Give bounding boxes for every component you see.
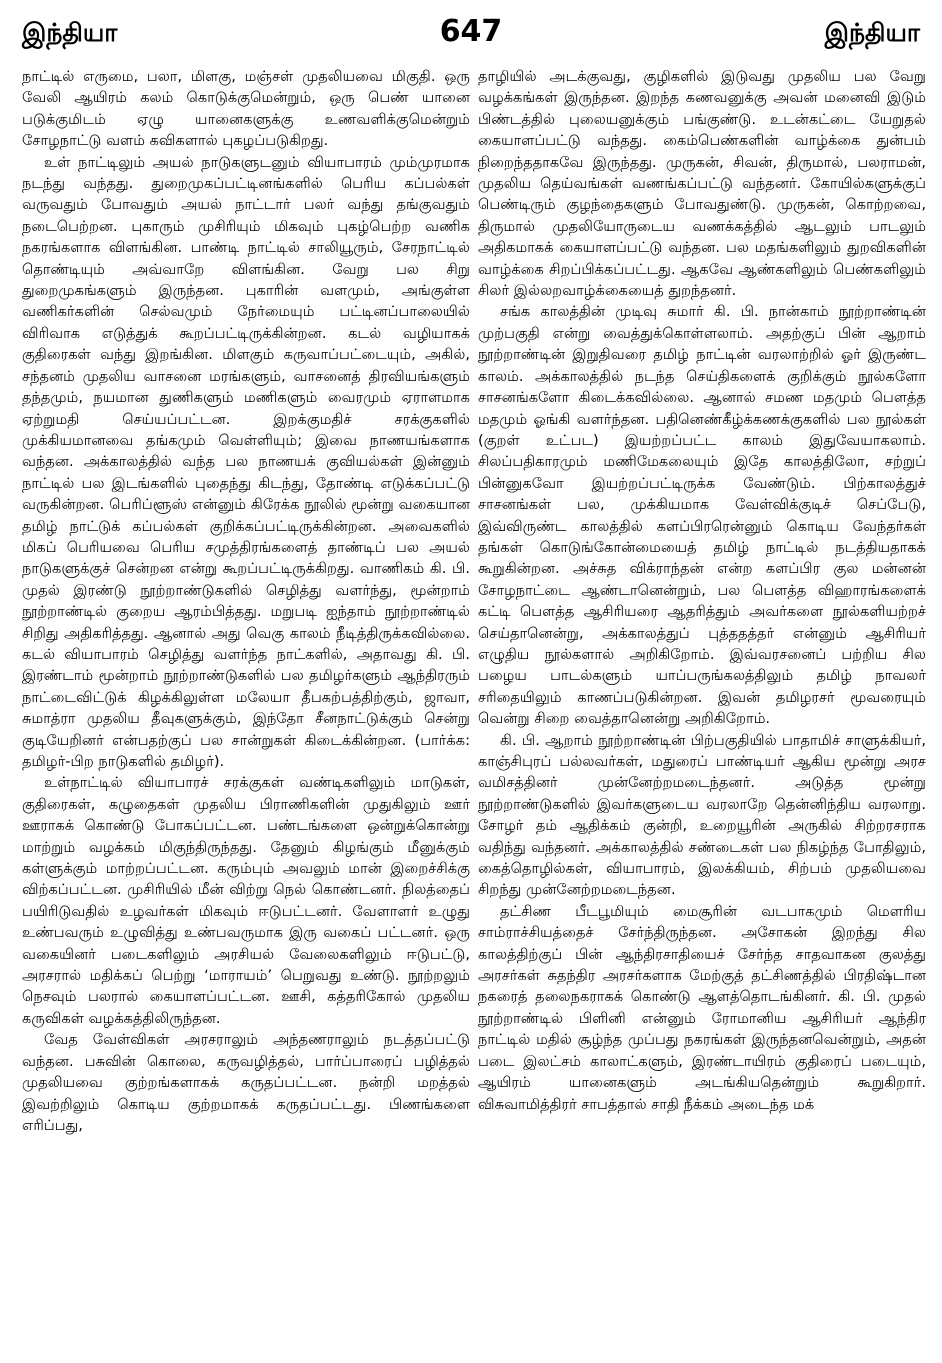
paragraph: நாட்டில் எருமை, பலா, மிளகு, மஞ்சள் முதலியவை மிகுதி. ஒரு வேலி ஆயிரம் கலம் கொடுக்குமென்றும், ஒரு பெண் யானை படுக்குமிடம் ஏழு யானைகளுக்கு உணவளிக்குமென்றும் சோழநாட்டு வளம் கவிகளால் புகழப்படுகிறது. (22, 68, 470, 150)
text-columns (22, 66, 926, 1355)
running-title-left: இந்தியா (22, 18, 118, 47)
running-title-right: இந்தியா (824, 18, 920, 47)
paragraph: சங்க காலத்தின் முடிவு சுமார் கி. பி. நான்காம் நூற்றாண்டின் முற்பகுதி என்று வைத்துக்கொள்ளலாம். அதற்குப் பின் ஆறாம் நூற்றாண்டின் இறுதிவரை தமிழ் நாட்டின் வரலாற்றில் ஓர் இருண்ட காலம். அக்காலத்தில் நடந்த செய்திகளைக் குறிக்கும் நூல்களோ சாசனங்களோ கிடைக்கவில்லை. ஆனால் சமண மதமும் பௌத்த மதமும் ஓங்கி வளர்ந்தன. பதினெண்கீழ்க்கணக்குகளில் பல நூல்கள் (குறள் உட்பட) இயற்றப்பட்ட காலம் இதுவேயாகலாம். சிலப்பதிகாரமும் மணிமேகலையும் இதே காலத்திலோ, சற்றுப் பின்னுகவோ இயற்றப்பட்டிருக்க வேண்டும். பிற்காலத்துச் சாசனங்கள் பல, முக்கியமாக வேள்விக்குடிச் செப்பேடு, இவ்விருண்ட காலத்தில் களப்பிரரென்னும் கொடிய வேந்தர்கள் தங்கள் கொடுங்கோன்மையைத் தமிழ் நாட்டில் நடத்தியதாகக் கூறுகின்றன. அச்சுத விக்ராந்தன் என்ற களப்பிர குல மன்னன் சோழநாட்டை ஆண்டானென்றும், பல பௌத்த விஹாரங்களைக் கட்டி பௌத்த ஆசிரியரை ஆதரித்தும் அவர்களை நூல்களியற்றச் செய்தானென்று, அக்காலத்துப் புத்ததத்தர் என்னும் ஆசிரியர் எழுதிய நூல்களால் அறிகிறோம். இவ்வரசனைப் பற்றிய சில பழைய பாடல்களும் யாப்பருங்கலத்திலும் தமிழ் நாவலர் சரிதையிலும் காணப்படுகின்றன. இவன் தமிழரசர் மூவரையும் வென்று சிறை வைத்தானென்று அறிகிறோம். (478, 303, 926, 728)
right-column (478, 66, 926, 1355)
paragraph: வேத வேள்விகள் அரசராலும் அந்தணராலும் நடத்தப்பட்டு வந்தன. பசுவின் கொலை, கருவழித்தல், பார்ப்பாரைப் பழித்தல் முதலியவை குற்றங்களாகக் கருதப்பட்டன. நன்றி மறத்தல் இவற்றிலும் கொடிய குற்றமாகக் கருதப்பட்டது. பிணங்களை எரிப்பது, (22, 1031, 470, 1134)
paragraph: உள் நாட்டிலும் அயல் நாடுகளுடனும் வியாபாரம் மும்முரமாக நடந்து வந்தது. துறைமுகப்பட்டினங்களில் பெரிய கப்பல்கள் வருவதும் போவதும் அயல் நாட்டார் பலர் வந்து தங்குவதும் நடைபெற்றன. புகாரும் முசிரியும் மிகவும் புகழ்பெற்ற வணிக நகரங்களாக விளங்கின. பாண்டி நாட்டில் சாலியூரும், சேரநாட்டில் தொண்டியும் அவ்வாறே விளங்கின. வேறு பல சிறு துறைமுகங்களும் இருந்தன. புகாரின் வளமும், அங்குள்ள வணிகர்களின் செல்வமும் நேர்மையும் பட்டினப்பாலையில் விரிவாக எடுத்துக் கூறப்பட்டிருக்கின்றன. கடல் வழியாகக் குதிரைகள் வந்து இறங்கின. மிளகும் கருவாப்பட்டையும், அகில், சந்தனம் முதலிய வாசனை மரங்களும், வாசனைத் திரவியங்களும் தந்தமும், நயமான துணிகளும் மணிகளும் வைரமும் ஏராளமாக ஏற்றுமதி செய்யப்பட்டன. இறக்குமதிச் சரக்குகளில் முக்கியமானவை தங்கமும் வெள்ளியும்; இவை நாணயங்களாக வந்தன. அக்காலத்தில் வந்த பல நாணயக் குவியல்கள் இன்னும் நாட்டில் பல இடங்களில் புதைந்து கிடந்து, தோண்டி எடுக்கப்பட்டு வருகின்றன. பெரிப்ளூஸ் என்னும் கிரேக்க நூலில் மூன்று வகையான தமிழ் நாட்டுக் கப்பல்கள் குறிக்கப்பட்டிருக்கின்றன. அவைகளில் மிகப் பெரியவை பெரிய சமுத்திரங்களைத் தாண்டிப் பல அயல் நாடுகளுக்குச் சென்றன என்று கூறப்பட்டிருக்கிறது. வாணிகம் கி. பி. முதல் இரண்டு நூற்றாண்டுகளில் செழித்து வளர்ந்து, மூன்றாம் நூற்றாண்டில் குறைய ஆரம்பித்தது. மறுபடி ஐந்தாம் நூற்றாண்டில் சிறிது அதிகரித்தது. ஆனால் அது வெகு காலம் நீடித்திருக்கவில்லை. கடல் வியாபாரம் செழித்து வளர்ந்த நாட்களில், அதாவது கி. பி. இரண்டாம் மூன்றாம் நூற்றாண்டுகளில் பல தமிழர்களும் ஆந்திரரும் நாட்டைவிட்டுக் கிழக்கிலுள்ள மலேயா தீபகற்பத்திற்கும், ஜாவா, சுமாத்ரா முதலிய தீவுகளுக்கும், இந்தோ சீனநாட்டுக்கும் சென்று குடியேறினர் என்பதற்குப் பல சான்றுகள் கிடைக்கின்றன. (பார்க்க: தமிழர்-பிற நாடுகளில் தமிழர்). (22, 153, 470, 770)
paragraph: தட்சிண பீடபூமியும் மைசூரின் வடபாகமும் மௌரிய சாம்ராச்சியத்தைச் சேர்ந்திருந்தன. அசோகன் இறந்து சில காலத்திற்குப் பின் ஆந்திரசாதியைச் சேர்ந்த சாதவாகன குலத்து அரசர்கள் சுதந்திர அரசர்களாக மேற்குத் தட்சிணத்தில் பிரதிஷ்டான நகரைத் தலைநகராகக் கொண்டு ஆளத்தொடங்கினர். கி. பி. முதல் நூற்றாண்டில் பிளினி என்னும் ரோமானிய ஆசிரியர் ஆந்திர நாட்டில் மதில் சூழ்ந்த முப்பது நகரங்கள் இருந்தனவென்றும், அதன் படை இலட்சம் காலாட்களும், இரண்டாயிரம் குதிரைப் படையும், ஆயிரம் யானைகளும் அடங்கியதென்றும் கூறுகிறார். விசுவாமித்திரர் சாபத்தால் சாதி நீக்கம் அடைந்த மக் (478, 902, 926, 1113)
left-column (22, 66, 470, 1355)
paragraph: கி. பி. ஆறாம் நூற்றாண்டின் பிற்பகுதியில் பாதாமிச் சாளுக்கியர், காஞ்சிபுரப் பல்லவர்கள், மதுரைப் பாண்டியர் ஆகிய மூன்று அரச வமிசத்தினர் முன்னேற்றமடைந்தனர். அடுத்த மூன்று நூற்றாண்டுகளில் இவர்களுடைய வரலாறே தென்னிந்திய வரலாறு. சோழர் தம் ஆதிக்கம் குன்றி, உறையூரின் அருகில் சிற்றரசராக வதிந்து வந்தனர். அக்காலத்தில் சண்டைகள் பல நிகழ்ந்த போதிலும், கைத்தொழில்கள், வியாபாரம், இலக்கியம், சிற்பம் முதலியவை சிறந்து முன்னேற்றமடைந்தன. (478, 731, 926, 899)
page-number: 647 (439, 14, 503, 49)
paragraph: உள்நாட்டில் வியாபாரச் சரக்குகள் வண்டிகளிலும் மாடுகள், குதிரைகள், கழுதைகள் முதலிய பிராணிகளின் முதுகிலும் ஊர் ஊராகக் கொண்டு போகப்பட்டன. பண்டங்களை ஒன்றுக்கொன்று மாற்றும் வழக்கம் மிகுந்திருந்தது. தேனும் கிழங்கும் மீனுக்கும் கள்ளுக்கும் மாற்றப்பட்டன. கரும்பும் அவலும் மான் இறைச்சிக்கு விற்கப்பட்டன. முசிரியில் மீன் விற்று நெல் கொண்டனர். நிலத்தைப் பயிரிடுவதில் உழவர்கள் மிகவும் ஈடுபட்டனர். வேளாளர் உழுது உண்பவரும் உழுவித்து உண்பவருமாக இரு வகைப் பட்டனர். ஒரு வகையினர் படைகளிலும் அரசியல் வேலைகளிலும் ஈடுபட்டு, அரசரால் மதிக்கப் பெற்று ‘மாராயம்’ பெறுவது உண்டு. நூற்றலும் நெசவும் பலரால் கையாளப்பட்டன. ஊசி, கத்தரிகோல் முதலிய கருவிகள் வழக்கத்திலிருந்தன. (22, 774, 470, 1027)
paragraph: தாழியில் அடக்குவது, குழிகளில் இடுவது முதலிய பல வேறு வழக்கங்கள் இருந்தன. இறந்த கணவனுக்கு அவன் மனைவி இடும் பிண்டத்தில் புலையனுக்கும் பங்குண்டு. உடன்கட்டை யேறுதல் கையாளப்பட்டு வந்தது. கைம்பெண்களின் வாழ்க்கை துன்பம் நிறைந்ததாகவே இருந்தது. முருகன், சிவன், திருமால், பலராமன், முதலிய தெய்வங்கள் வணங்கப்பட்டு வந்தனர். கோயில்களுக்குப் பெண்டிரும் குழந்தைகளும் போவதுண்டு. முருகன், கொற்றவை, திருமால் முதலியோருடைய வணக்கத்தில் ஆடலும் பாடலும் அதிகமாகக் கையாளப்பட்டு வந்தன. பல மதங்களிலும் துறவிகளின் வாழ்க்கை சிறப்பிக்கப்பட்டது. ஆகவே ஆண்களிலும் பெண்களிலும் சிலர் இல்லறவாழ்க்கையைத் துறந்தனர். (478, 68, 926, 300)
page-header (22, 14, 920, 62)
